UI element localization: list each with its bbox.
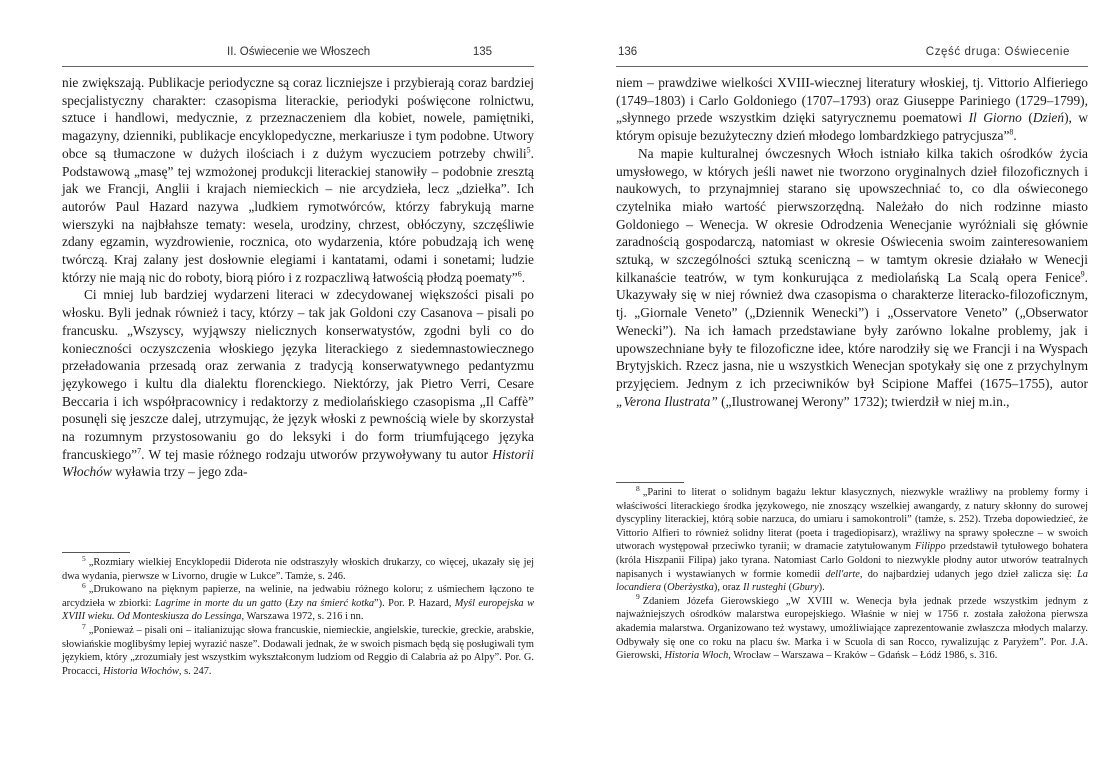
book-title: „Verona Ilustrata”	[616, 393, 718, 409]
paragraph: niem – prawdziwe wielkości XVIII-wiecznej literatury włoskiej, tj. Vittorio Alfieriego (1749–1803) i Carlo Goldoniego (1707–1793) oraz Giuseppe Pariniego (1729–1799), „słynnego przede wszystkim dzięki satyrycznemu poematowi Il Giorno (Dzień), w którym opisuje bezużyteczny dzień młodego lombardzkiego patrycjusza”$^8$.	[616, 75, 1088, 144]
paragraph: Ci mniej lub bardziej wydarzeni literaci w zdecydowanej większości pisali po włosku. Byli jednak również i tacy, którzy – tak jak Goldoni czy Casanova – pisali po francusku. „Wszyscy, wyjąwszy nielicznych konserwatystów, zgodni byli co do konieczności oczyszczenia włoskiego języka literackiego z siedemnastowiecznego przeładowania przesadą oraz zerwania z tradycją konserwatywnego pedantyzmu językowego i kultu dla dialektu florenckiego. Niektórzy, jak Pietro Verri, Cesare Beccaria i ich współpracownicy i redaktorzy z mediolańskiego czasopisma „Il Caffè” posunęli się jeszcze dalej, utrzymując, że język włoski z pewnością wiele by skorzystał na rozumnym przystosowaniu go do leksyki i do form triumfującego języka francuskiego”$^7$. W tej masie różnego rodzaju utworów przywoływany tu autor Historii Włochów wyławia trzy – jego zda-	[62, 287, 534, 480]
footnote: $^5$ „Rozmiary wielkiej Encyklopedii Diderota nie odstraszyły włoskich drukarzy, co więcej, ukazały się jej dwa wydania, pierwsze w Livorno, drugie w Lukce”. Tamże, s. 246.	[62, 553, 534, 582]
page-number: 135	[472, 46, 492, 58]
body-text	[62, 74, 534, 481]
footnote: $^8$ „Parini to literat o solidnym bagażu lektur klasycznych, niezwykle wrażliwy na problemy formy i właściwości literackiego środka językowego, nie znoszący wszelkiej awangardy, z natury skłonny do surowej dyscypliny literackiej, którą sobie narzuca, do umiaru i samokontroli” (tamże, s. 252). Trzeba dopowiedzieć, że Vittorio Alfieri to również solidny literat (poeta i tragediopisarz), wrażliwy na sprawy społeczne – w swoich utworach występował przeciwko tyranii; w dramacie zatytułowanym Filippo przedstawił tytułowego bohatera (króla Hiszpanii Filipa) jako tyrana. Natomiast Carlo Goldoni to niezwykle płodny autor utworów teatralnych napisanych i wystawianych w formie komedii dell'arte, do najbardziej udanych jego dzieł zalicza się: La locandiera (Oberżystka), oraz Il rusteghi (Gbury).	[616, 483, 1088, 594]
footnote: $^6$ „Drukowano na pięknym papierze, na welinie, na jedwabiu różnego koloru; z uśmiechem łączono te arcydzieła w zbiorki: Lagrime in morte du un gatto (Łzy na śmierć kotka”). Por. P. Hazard, Myśl europejska w XVIII wieku. Od Monteskiusza do Lessinga, Warszawa 1972, s. 216 i nn.	[62, 580, 535, 623]
footnotes	[62, 553, 535, 678]
page-number: 136	[618, 46, 638, 58]
book-title: Historii Włochów	[62, 446, 534, 480]
footnote-marker: 5	[526, 145, 531, 155]
running-title: Część druga: Oświecenie	[925, 46, 1070, 58]
footnote-marker: 9	[1080, 269, 1085, 279]
running-head	[62, 46, 534, 62]
header-rule	[62, 66, 534, 67]
footnote-rule	[62, 552, 130, 553]
footnote-marker: 6	[517, 269, 522, 279]
paragraph: nie zwiększają. Publikacje periodyczne są coraz liczniejsze i przybierają coraz bardziej specjalistyczny charakter: czasopisma literackie, periodyki poświęcone rolnictwu, sztuce i handlowi, medycznie, z przeznaczeniem dla kobiet, nowele, pamiętniki, magazyny, dzienniki, publikacje encyklopedyczne, merkariusze i tym podobne. Utwory obce są tłumaczone w dużych ilościach i z dużym wyczuciem potrzeby chwili$^5$. Podstawową „masę” tej wzmożonej produkcji literackiej stanowiły – podobnie zresztą jak we Francji, Anglii i krajach niemieckich – nie arcydzieła, lecz „dziełka”. Ich autorów Paul Hazard nazywa „ludkiem rymotwórców, którzy fabrykują marne wierszyki na najbłahsze tematy: wesela, urodziny, chrzest, obłóczyny, szczęśliwie zdany egzamin, wyzdrowienie, rocznica, oto wydarzenia, które pobudzają ich wenę twórczą. Kraj zalany jest dosłownie elegiami i kantatami, odami i sonetami; ludzie którzy nie mają nic do roboty, biorą pióro i z rozpaczliwą łatwością płodzą poematy”$^6$.	[62, 75, 534, 285]
body-text	[616, 74, 1088, 410]
footnote-marker: 8	[1009, 127, 1014, 137]
footnote-marker: 7	[137, 446, 142, 456]
footnote-rule	[616, 482, 684, 483]
footnote: $^7$ „Ponieważ – pisali oni – italianizując słowa francuskie, niemieckie, angielskie, tureckie, greckie, arabskie, słowiańskie moglibyśmy lepiej wyrazić nasze”. Dodawali jednak, że w swoich pismach będą się posługiwali tym językiem, który „zrozumiały jest wszystkim wykształconym ludziom od Reggio di Calabria aż po Alpy”. Por. G. Procacci, Historia Włochów, s. 247.	[62, 621, 534, 677]
paragraph: Na mapie kulturalnej ówczesnych Włoch istniało kilka takich ośrodków życia umysłowego, w których jeśli nawet nie tworzono oryginalnych dzieł filozoficznych i naukowych, to przynajmniej starano się upowszechniać to, co dla oświeconego czytelnika miało wartość pierwszorzędną. Należało do nich rodzinne miasto Goldoniego – Wenecja. W okresie Odrodzenia Wenecjanie wyróżniali się głównie zaradnością gospodarczą, natomiast w okresie Oświecenia swoim zainteresowaniem sztuką, w szczególności sztuką sceniczną – w tamtym okresie działało w Wenecji kilkanaście teatrów, w tym konkurująca z mediolańską La Scalą opera Fenice$^9$. Ukazywały się w niej również dwa czasopisma o charakterze literacko-filozoficznym, tj. „Giornale Veneto” („Dziennik Wenecki”) i „Osservatore Veneto” („Obserwator Wenecki”). Na ich łamach przedstawiane były zarówno lokalne problemy, jak i upowszechniane były te filozoficzne idee, które narodziły się we Francji i na Wyspach Brytyjskich. Rzecz jasna, nie u wszystkich Wenecjan spotykały się one z przychylnym przyjęciem. Jednym z ich przeciwników był Scipione Maffei (1675–1755), autor „Verona Ilustrata” („Ilustrowanej Werony” 1732); twierdził w niej m.in.,	[616, 145, 1088, 409]
footnote: $^9$ Zdaniem Józefa Gierowskiego „W XVIII w. Wenecja była jednak przede wszystkim jednym z najważniejszych ośrodków malarstwa europejskiego. Właśnie w niej w 1756 r. została założona pierwsza akademia malarstwa. Organizowano też wystawy, umożliwiające zaprezentowanie zwłaszcza młodych malarzy. Odbywały się one co roku na placu św. Marka i w Scuola di san Rocco, rywalizując z Paryżem”. Por. J.A. Gierowski, Historia Włoch, Wrocław – Warszawa – Kraków – Gdańsk – Łódź 1986, s. 316.	[616, 592, 1088, 662]
footnotes	[616, 483, 1088, 663]
running-title: II. Oświecenie we Włoszech	[227, 46, 371, 58]
header-rule	[616, 66, 1088, 67]
running-head	[616, 46, 1088, 62]
